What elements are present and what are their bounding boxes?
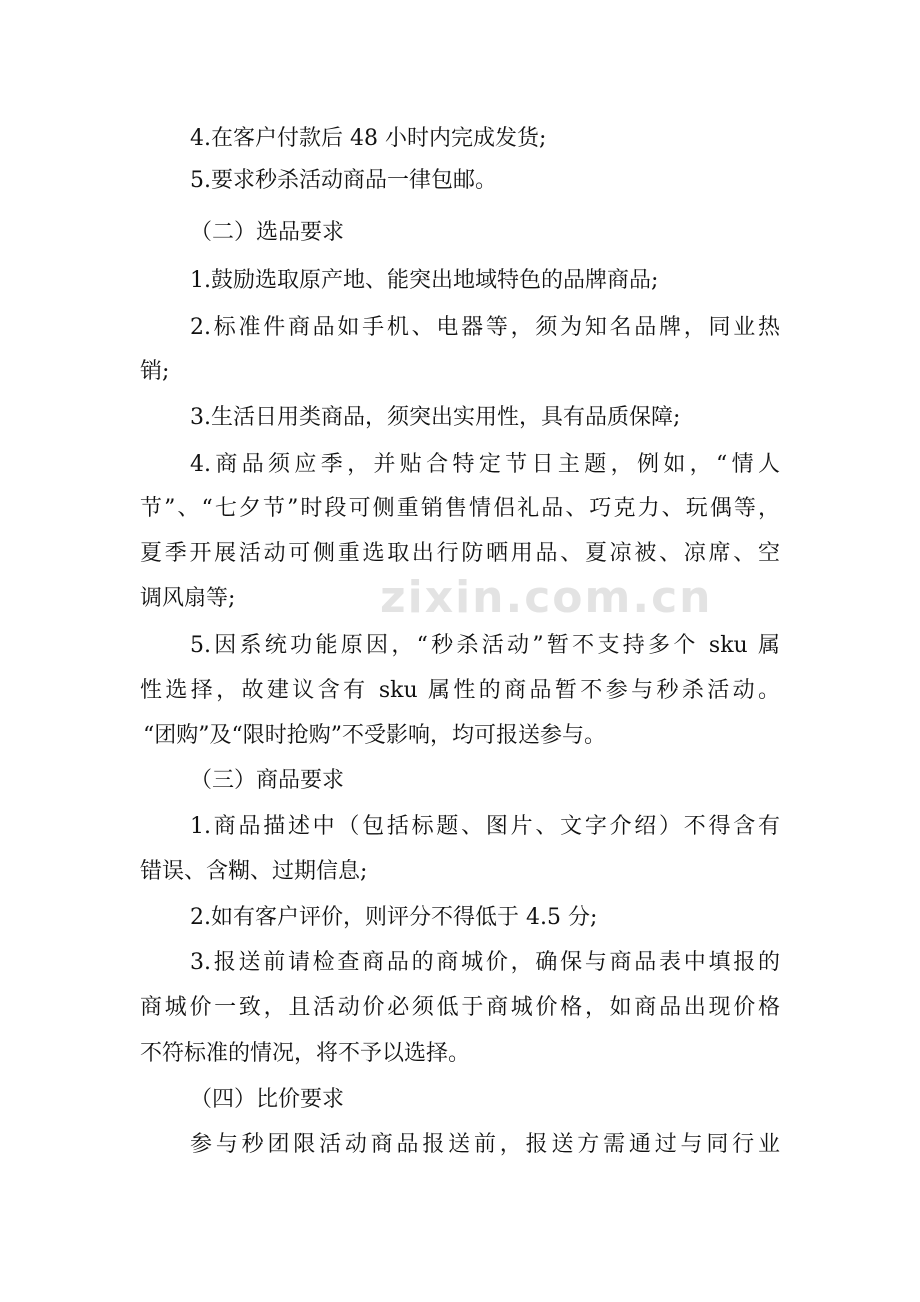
list-item: 4.商品须应季，并贴合特定节日主题，例如，“情人 [190,452,780,477]
watermark: zixin.com.cn [380,572,713,623]
list-item: 3.生活日用类商品，须突出实用性，具有品质保障; [190,405,681,430]
list-item-continuation: 夏季开展活动可侧重选取出行防晒用品、夏凉被、凉席、空 [140,541,780,566]
list-item: 2.标准件商品如手机、电器等，须为知名品牌，同业热 [190,315,780,340]
list-item: 2.如有客户评价，则评分不得低于 4.5 分; [190,905,598,930]
list-item-continuation: 商城价一致，且活动价必须低于商城价格，如商品出现价格 [140,995,780,1020]
section-heading: （四）比价要求 [190,1087,345,1112]
list-item-continuation: 调风扇等; [140,586,236,611]
list-item-continuation: 错误、含糊、过期信息; [140,859,368,884]
list-item: 4.在客户付款后 48 小时内完成发货; [190,126,547,151]
list-item-continuation: 节”、“七夕节”时段可侧重销售情侣礼品、巧克力、玩偶等， [140,496,780,521]
section-heading: （二）选品要求 [190,220,345,245]
list-item: 5.因系统功能原因，“秒杀活动”暂不支持多个 sku 属 [190,633,780,658]
list-item-continuation: “团购”及“限时抢购”不受影响，均可报送参与。 [143,723,606,748]
list-item: 1.商品描述中（包括标题、图片、文字介绍）不得含有 [190,814,780,839]
list-item-continuation: 销; [140,359,170,384]
list-item-continuation: 性选择，故建议含有 sku 属性的商品暂不参与秒杀活动。 [140,678,780,703]
list-item-continuation: 不符标准的情况，将不予以选择。 [140,1041,471,1066]
list-item: 3.报送前请检查商品的商城价，确保与商品表中填报的 [190,950,780,975]
paragraph: 参与秒团限活动商品报送前，报送方需通过与同行业 [190,1132,780,1157]
list-item: 5.要求秒杀活动商品一律包邮。 [190,168,497,193]
list-item: 1.鼓励选取原产地、能突出地域特色的品牌商品; [190,268,659,293]
section-heading: （三）商品要求 [190,768,345,793]
